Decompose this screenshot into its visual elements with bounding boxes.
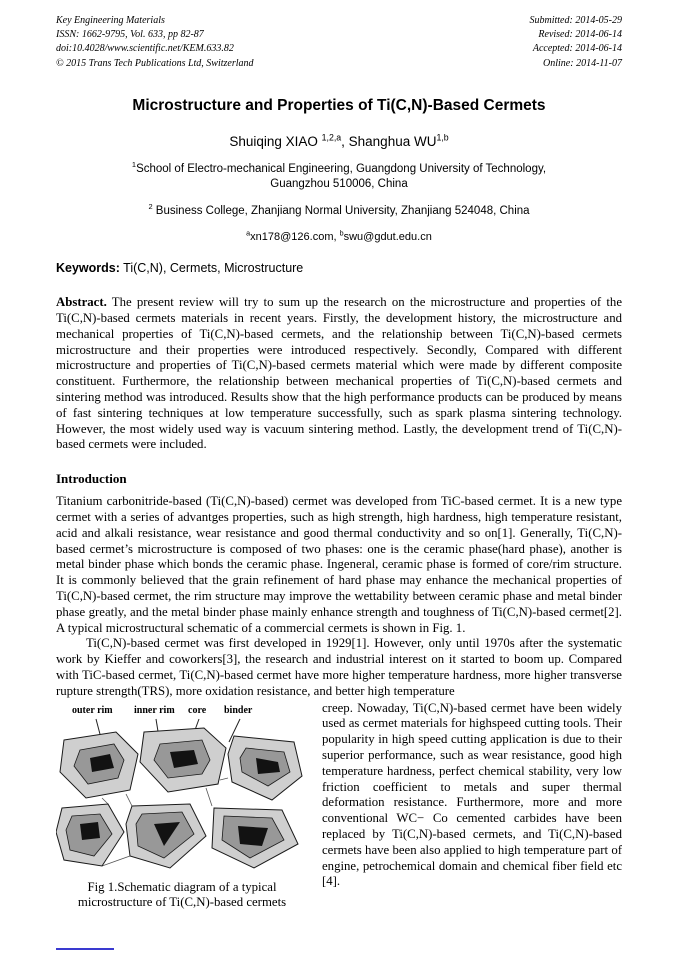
label-binder: binder <box>224 704 253 716</box>
paper-title: Microstructure and Properties of Ti(C,N)-Based Cermets <box>132 96 546 114</box>
email-1: xn178@126.com <box>250 231 334 244</box>
journal-info <box>56 14 254 71</box>
figure-and-wrapped-text <box>56 701 622 911</box>
introduction-heading: Introduction <box>56 471 127 487</box>
email-1-superscript: a <box>246 229 251 238</box>
cermet-microstructure-schematic <box>56 718 308 870</box>
journal-header <box>56 14 622 71</box>
author-2-name: Shanghua WU <box>348 133 437 149</box>
abstract-paragraph <box>56 295 622 453</box>
grain-top-middle <box>140 728 226 792</box>
emails-separator: , <box>333 231 340 244</box>
author-1-superscript: 1,2,a <box>321 132 342 143</box>
email-2: swu@gdut.edu.cn <box>343 231 432 244</box>
bottom-blue-mark <box>56 948 114 950</box>
grain-bottom-middle <box>126 804 206 868</box>
journal-doi: doi:10.4028/www.scientific.net/KEM.633.82 <box>56 43 234 55</box>
introduction-paragraph-1: Titanium carbonitride-based (Ti(C,N)-based) cermet was developed from TiC-based cermet. It is a new type cermet with a series of advantges properties, such as high strength, high hardness, high temperature resistant, acid and alkali resistance, wear resistance and good thermal conductivity and so on[1]. Generally, Ti(C,N)-based cermet’s microstructure is composed of two phases: one is the ceramic phase(hard phase), another is metal binder phase which bonds the ceramic phase. Ingeneral, ceramic phase is formed of core/rim structure. It is commonly believed that the grain refinement of hard phase may enhance the mechanical properties of Ti(C,N)-based cermet, the rim structure may improve the wettability between ceramic phase and metal binder phase greatly, and the metal binder phase mainly enhance strength and toughness of Ti(C,N)-based cermet[2]. A typical microstructural schematic of a commercial cermets is shown in Fig. 1. <box>56 494 622 635</box>
date-submitted: Submitted: 2014-05-29 <box>529 15 622 26</box>
figure-1-caption: Fig 1.Schematic diagram of a typical microstructure of Ti(C,N)-based cermets <box>77 879 287 910</box>
affiliation-1 <box>104 159 574 193</box>
figure-1 <box>56 705 308 911</box>
authors-separator: , <box>341 133 349 149</box>
label-core: core <box>188 704 207 716</box>
figure-1-labels <box>56 705 308 718</box>
affiliation-2 <box>56 201 622 220</box>
date-accepted: Accepted: 2014-06-14 <box>532 43 622 55</box>
email-2-superscript: b <box>339 229 344 238</box>
introduction-paragraph-2-part-1: Ti(C,N)-based cermet was first developed in 1929[1]. However, only until 1970s after the systematic work by Kieffer and coworkers[3], the research and industrial interest on it started to boom up. Compared with TiC-based cermet, Ti(C,N)-based cermet have more higher temperature hardness, more higher transverse rupture strength(TRS), more oxidation resistance, and better high temperature <box>56 636 622 698</box>
keywords-label: Keywords: <box>56 261 120 276</box>
grain-top-left <box>60 732 138 798</box>
journal-name: Key Engineering Materials <box>56 15 165 26</box>
affiliation-1-text: School of Electro-mechanical Engineering, Guangdong University of Technology, Guangzhou 510006, China <box>136 162 547 191</box>
abstract-label: Abstract. <box>56 295 107 310</box>
submission-dates <box>530 14 623 71</box>
author-emails <box>56 231 622 243</box>
journal-copyright: © 2015 Trans Tech Publications Ltd, Switzerland <box>56 57 254 69</box>
date-online: Online: 2014-11-07 <box>543 57 622 69</box>
keywords-line <box>56 261 622 275</box>
introduction-paragraph-2-part-2: creep. Nowaday, Ti(C,N)-based cermet have been widely used as cermet materials for highspeed cutting tools. Their popularity in high speed cutting application is due to their superior performance, such as wear resistance, good high temperature hardness, perfect chemical stability, very low friction coefficient to metals and super thermal deformation resistance. Furthermore, more and more conventional WC− Co cemented carbides have been replaced by Ti(C,N)-based cermets, and Ti(C,N)-based cermets have been also applied to high temperature part of engine, petrochemical domain and chemical fiber field etc [4]. <box>322 700 622 889</box>
journal-issn: ISSN: 1662-9795, Vol. 633, pp 82-87 <box>56 29 204 41</box>
grain-bottom-right <box>212 808 298 868</box>
grain-top-right <box>228 736 302 800</box>
label-outer-rim: outer rim <box>72 704 113 716</box>
affiliation-2-superscript: 2 <box>148 201 153 211</box>
keywords-value: Ti(C,N), Cermets, Microstructure <box>123 261 304 276</box>
label-inner-rim: inner rim <box>134 704 175 716</box>
authors-line <box>56 134 622 149</box>
author-1-name: Shuiqing XIAO <box>229 133 322 149</box>
grain-bottom-left <box>56 804 124 866</box>
author-2-superscript: 1,b <box>436 132 449 143</box>
date-revised: Revised: 2014-06-14 <box>538 29 622 41</box>
affiliation-2-text: Business College, Zhanjiang Normal University, Zhanjiang 524048, China <box>152 204 530 217</box>
abstract-text: The present review will try to sum up the research on the microstructure and properties of the Ti(C,N)-based cermets materials in recent years. Firstly, the development history, the microstructure and mechanical properties of Ti(C,N)-based cermets, and the relationship between Ti(C,N)-based cermets microstructure and their properties were introduced respectively. Secondly, Compared with different microstructure and properties of Ti(C,N)-based cermets material which were made by different composite constituent. Furthermore, the relationship between mechanical properties of Ti(C,N)-based cermets and sintering method was introduced. Results show that the high performance products can be produced by means of fast sintering techniques at low temperature successfully, such as spark plasma sintering technology. However, the most widely used way is vacuum sintering method. Lastly, the development trend of Ti(C,N)-based cermets were included. <box>56 295 622 452</box>
affiliation-1-superscript: 1 <box>131 159 137 169</box>
